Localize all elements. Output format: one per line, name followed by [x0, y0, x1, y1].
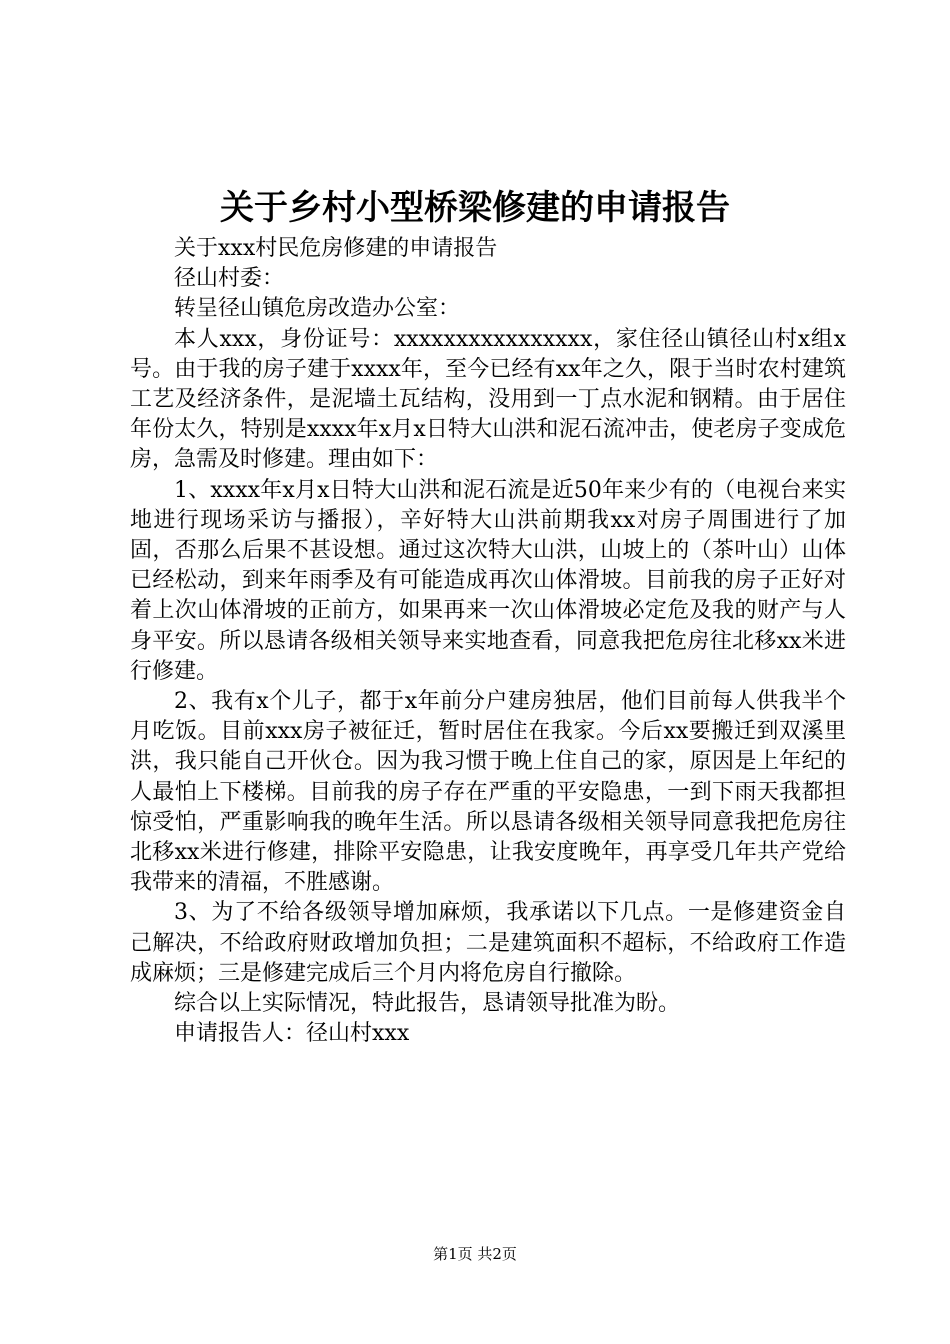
closing-paragraph: 综合以上实际情况，特此报告，恳请领导批准为盼。 — [174, 991, 681, 1017]
subject-line: 关于xxx村民危房修建的申请报告 — [174, 236, 498, 261]
reason-paragraph-1: 1、xxxx年x月x日特大山洪和泥石流是近50年来少有的（电视台来实地进行现场采访与播报），辛好特大山洪前期我xx对房子周围进行了加固，否那么后果不甚设想。通过这次特大山洪，山坡上的（茶叶山）山体已经松动，到来年雨季及有可能造成再次山体滑坡。目前我的房子正好对着上次山体滑坡的正前方，如果再来一次山体滑坡必定危及我的财产与人身平安。所以恳请各级相关领导来实地查看，同意我把危房往北移xx米进行修建。 — [130, 477, 846, 684]
forward-to-line: 转呈径山镇危房改造办公室： — [174, 296, 461, 322]
document-body — [130, 234, 846, 1049]
reason-paragraph-3: 3、为了不给各级领导增加麻烦，我承诺以下几点。一是修建资金自己解决，不给政府财政增加负担；二是建筑面积不超标，不给政府工作造成麻烦；三是修建完成后三个月内将危房自行撤除。 — [130, 900, 846, 986]
document-title: 关于乡村小型桥梁修建的申请报告 — [220, 188, 730, 228]
intro-paragraph: 本人xxx，身份证号：xxxxxxxxxxxxxxxx，家住径山镇径山村x组x号。由于我的房子建于xxxx年，至今已经有xx年之久，限于当时农村建筑工艺及经济条件，是泥墙土瓦结构，没用到一丁点水泥和钢精。由于居住年份太久，特别是xxxx年x月x日特大山洪和泥石流冲击，使老房子变成危房，急需及时修建。理由如下： — [130, 326, 846, 473]
addressee-line: 径山村委： — [174, 266, 285, 292]
signature-line: 申请报告人：径山村xxx — [174, 1021, 410, 1047]
page-number-footer: 第1页 共2页 — [433, 1245, 517, 1263]
reason-paragraph-2: 2、我有x个儿子，都于x年前分户建房独居，他们目前每人供我半个月吃饭。目前xxx房子被征迁，暂时居住在我家。今后xx要搬迁到双溪里洪，我只能自己开伙仓。因为我习惯于晚上住自己的家，原因是上年纪的人最怕上下楼梯。目前我的房子存在严重的平安隐患，一到下雨天我都担惊受怕，严重影响我的晚年生活。所以恳请各级相关领导同意我把危房往北移xx米进行修建，排除平安隐患，让我安度晚年，再享受几年共产党给我带来的清福，不胜感谢。 — [130, 689, 846, 896]
